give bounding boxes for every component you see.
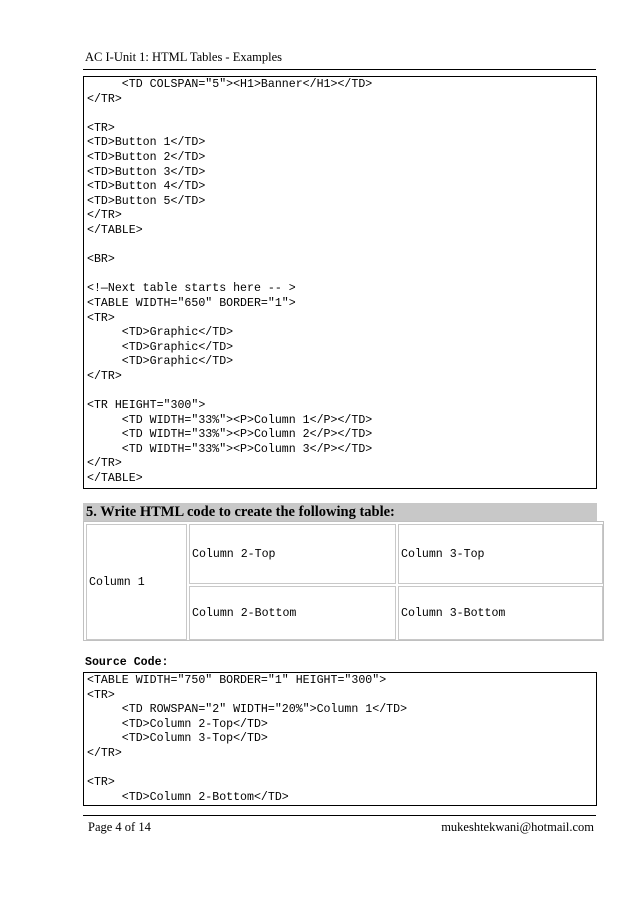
code-line: <TD>Column 2-Top</TD> bbox=[87, 717, 268, 731]
cell-column-2-top: Column 2-Top bbox=[189, 524, 396, 584]
code-line: <TD WIDTH="33%"><P>Column 2</P></TD> bbox=[87, 428, 373, 442]
code-line: <TR> bbox=[87, 776, 115, 790]
code-line: <TR> bbox=[87, 688, 115, 702]
code-line bbox=[87, 107, 596, 122]
code-line bbox=[87, 384, 596, 399]
code-line: <TABLE WIDTH="750" BORDER="1" HEIGHT="300"> bbox=[87, 674, 387, 687]
code-line bbox=[87, 762, 596, 777]
code-line: <TD>Graphic</TD> bbox=[87, 326, 234, 340]
question-heading: 5. Write HTML code to create the following table: bbox=[83, 503, 597, 521]
cell-column-1: Column 1 bbox=[86, 524, 187, 640]
code-line: </TR> bbox=[87, 209, 122, 223]
cell-column-2-bottom: Column 2-Bottom bbox=[189, 586, 396, 640]
code-line: <TD COLSPAN="5"><H1>Banner</H1></TD> bbox=[87, 78, 373, 91]
code-line: </TR> bbox=[87, 369, 122, 383]
code-line: <TD WIDTH="33%"><P>Column 1</P></TD> bbox=[87, 413, 373, 427]
code-line bbox=[87, 268, 596, 283]
code-line: <TABLE WIDTH="650" BORDER="1"> bbox=[87, 296, 296, 310]
source-code-label: Source Code: bbox=[85, 656, 169, 669]
code-line: </TR> bbox=[87, 457, 122, 471]
code-line: </TABLE> bbox=[87, 472, 143, 486]
footer-email: mukeshtekwani@hotmail.com bbox=[441, 820, 594, 834]
code-line: <TR> bbox=[87, 311, 115, 325]
code-line bbox=[87, 239, 596, 254]
code-line: <TD>Button 2</TD> bbox=[87, 150, 206, 164]
code-block-1 bbox=[83, 76, 597, 489]
footer-page-number: Page 4 of 14 bbox=[88, 820, 151, 834]
code-line: <BR> bbox=[87, 253, 115, 267]
code-line: <TD WIDTH="33%"><P>Column 3</P></TD> bbox=[87, 442, 373, 456]
code-line: </TR> bbox=[87, 92, 122, 106]
code-line: </TR> bbox=[87, 746, 122, 760]
code-line: </TABLE> bbox=[87, 223, 143, 237]
code-line: <TD>Graphic</TD> bbox=[87, 355, 234, 369]
cell-column-3-top: Column 3-Top bbox=[398, 524, 603, 584]
code-block-2 bbox=[83, 672, 597, 806]
code-line: <TR> bbox=[87, 121, 115, 135]
code-line: <TD>Button 3</TD> bbox=[87, 165, 206, 179]
code-line: <TD>Column 2-Bottom</TD> bbox=[87, 790, 289, 804]
page-header-title: AC I-Unit 1: HTML Tables - Examples bbox=[85, 50, 283, 64]
code-line: <TD ROWSPAN="2" WIDTH="20%">Column 1</TD> bbox=[87, 703, 408, 717]
demo-table bbox=[83, 521, 604, 641]
code-line: <TD>Graphic</TD> bbox=[87, 340, 234, 354]
code-line: <!—Next table starts here -- > bbox=[87, 282, 296, 296]
code-line: <TD>Button 5</TD> bbox=[87, 194, 206, 208]
cell-column-3-bottom: Column 3-Bottom bbox=[398, 586, 603, 640]
code-line: <TD>Button 4</TD> bbox=[87, 180, 206, 194]
code-line: <TD>Column 3-Top</TD> bbox=[87, 732, 268, 746]
footer-rule bbox=[83, 815, 596, 816]
header-rule bbox=[83, 69, 596, 70]
code-line: <TD>Button 1</TD> bbox=[87, 136, 206, 150]
code-line: <TR HEIGHT="300"> bbox=[87, 399, 206, 413]
